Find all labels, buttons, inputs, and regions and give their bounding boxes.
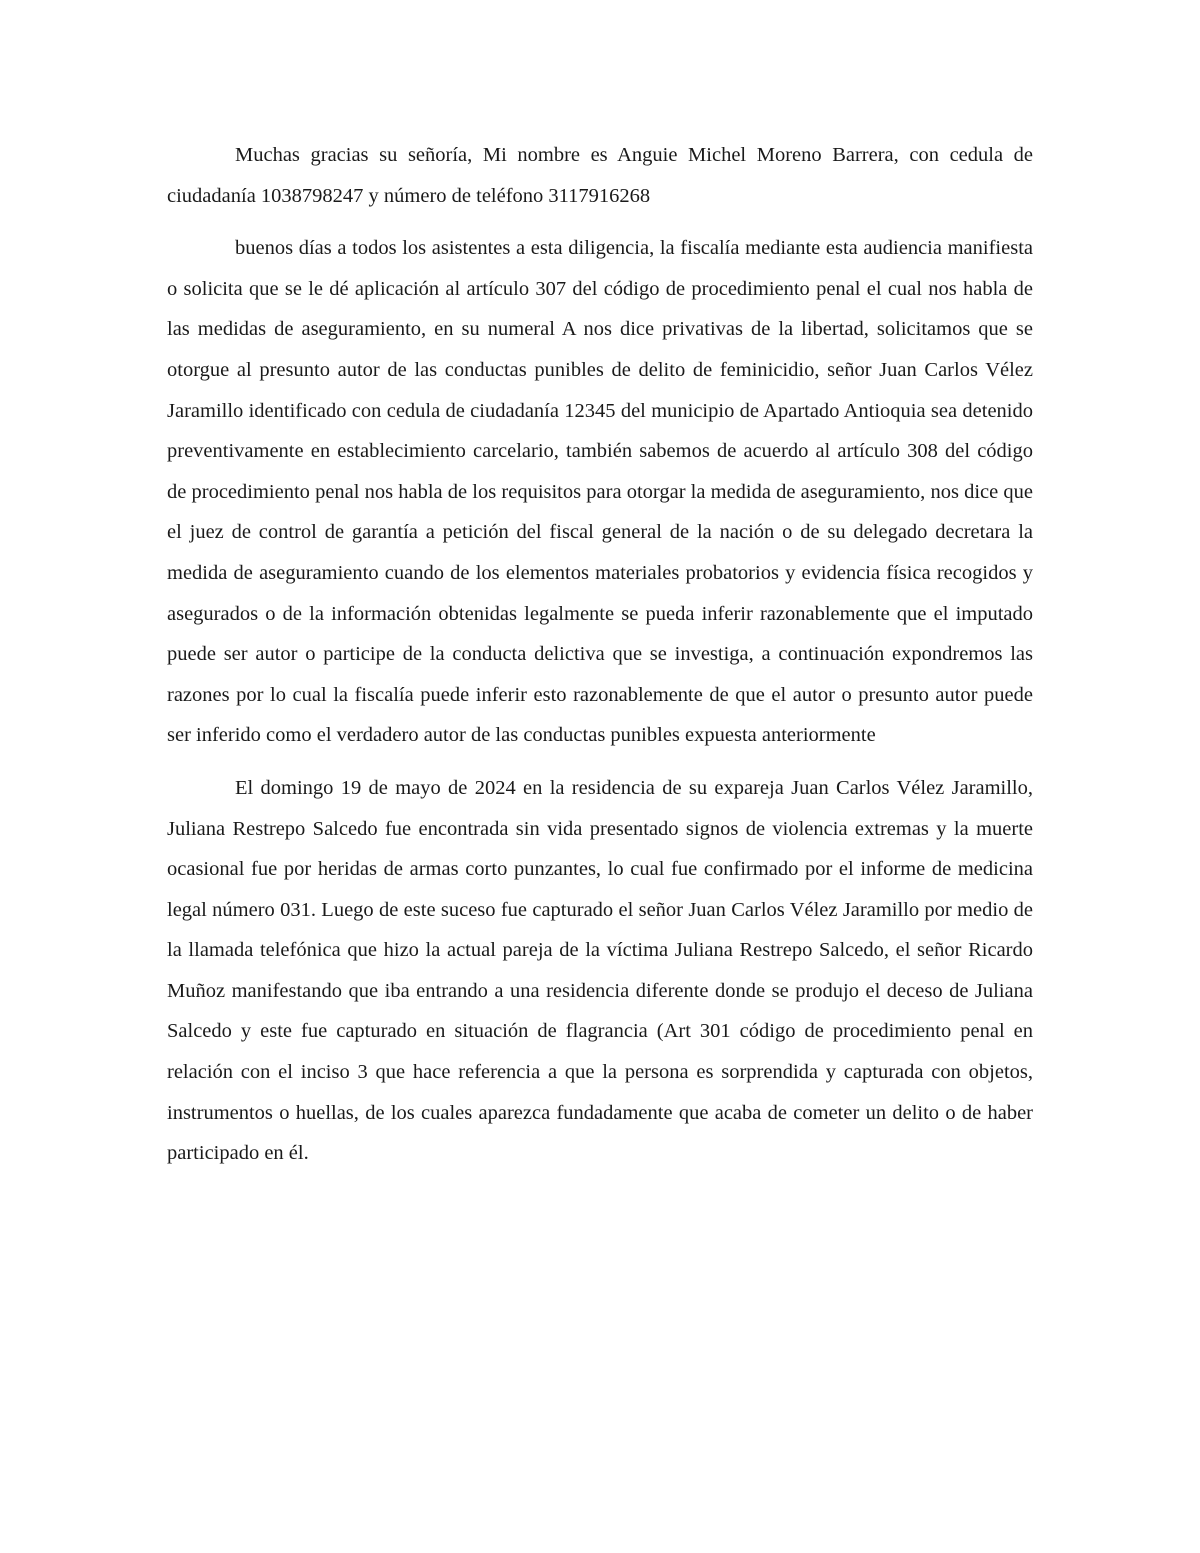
paragraph-request: buenos días a todos los asistentes a esta diligencia, la fiscalía mediante esta audiencia manifiesta o solicita que se le dé aplicación al artículo 307 del código de procedimiento penal el cual nos habla de las medidas de aseguramiento, en su numeral A nos dice privativas de la libertad, solicitamos que se otorgue al presunto autor de las conductas punibles de delito de feminicidio, señor Juan Carlos Vélez Jaramillo identificado con cedula de ciudadanía 12345 del municipio de Apartado Antioquia sea detenido preventivamente en establecimiento carcelario, también sabemos de acuerdo al artículo 308 del código de procedimiento penal nos habla de los requisitos para otorgar la medida de aseguramiento, nos dice que el juez de control de garantía a petición del fiscal general de la nación o de su delegado decretara la medida de aseguramiento cuando de los elementos materiales probatorios y evidencia física recogidos y asegurados o de la información obtenidas legalmente se pueda inferir razonablemente que el imputado puede ser autor o participe de la conducta delictiva que se investiga, a continuación expondremos las razones por lo cual la fiscalía puede inferir esto razonablemente de que el autor o presunto autor puede ser inferido como el verdadero autor de las conductas punibles expuesta anteriormente: [167, 237, 1033, 747]
document-body: [167, 135, 1033, 1186]
paragraph-facts: El domingo 19 de mayo de 2024 en la residencia de su expareja Juan Carlos Vélez Jaramillo, Juliana Restrepo Salcedo fue encontrada sin vida presentado signos de violencia extremas y la muerte ocasional fue por heridas de armas corto punzantes, lo cual fue confirmado por el informe de medicina legal número 031. Luego de este suceso fue capturado el señor Juan Carlos Vélez Jaramillo por medio de la llamada telefónica que hizo la actual pareja de la víctima Juliana Restrepo Salcedo, el señor Ricardo Muñoz manifestando que iba entrando a una residencia diferente donde se produjo el deceso de Juliana Salcedo y este fue capturado en situación de flagrancia (Art 301 código de procedimiento penal en relación con el inciso 3 que hace referencia a que la persona es sorprendida y capturada con objetos, instrumentos o huellas, de los cuales aparezca fundadamente que acaba de cometer un delito o de haber participado en él.: [167, 776, 1033, 1165]
paragraph-introduction: Muchas gracias su señoría, Mi nombre es Anguie Michel Moreno Barrera, con cedula de ciudadanía 1038798247 y número de teléfono 3117916268: [167, 144, 1033, 207]
